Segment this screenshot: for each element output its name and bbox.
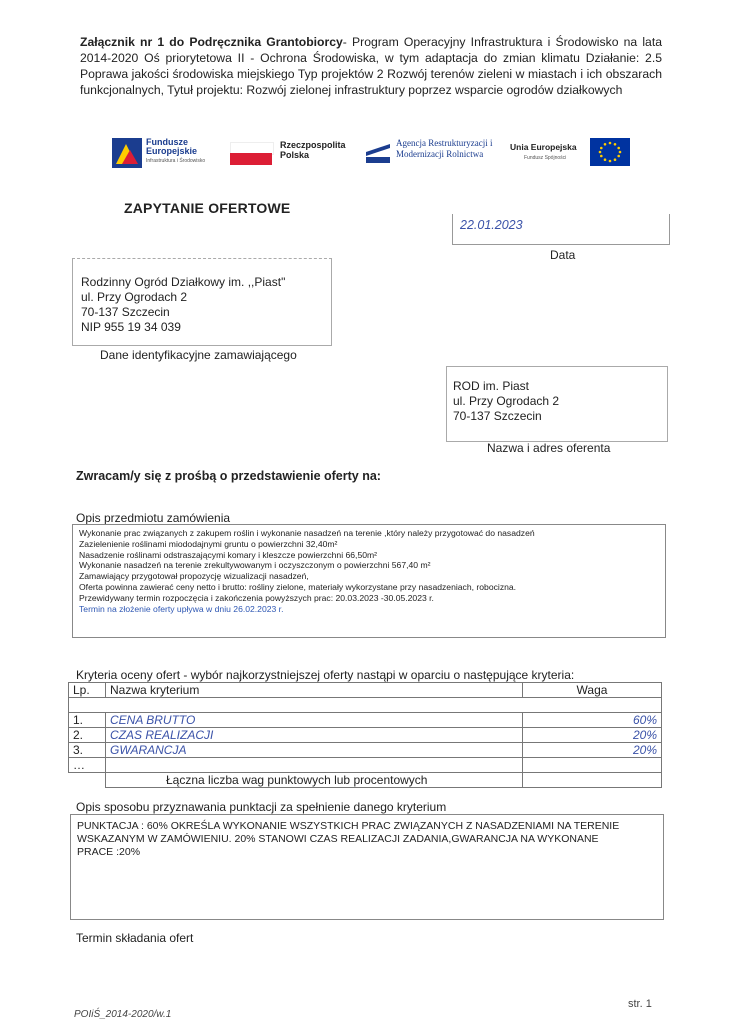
row-weight: 20% — [523, 728, 662, 743]
description-line: Przewidywany termin rozpoczęcia i zakończenia powyższych prac: 20.03.2023 -30.05.2023 r. — [79, 592, 434, 603]
description-line: Wykonanie prac związanych z zakupem roślin i wykonanie nasadzeń na terenie ,który należy przygotować do nasadzeń — [79, 528, 535, 538]
deadline-label: Termin składania ofert — [76, 931, 194, 945]
table-row — [69, 713, 662, 728]
orderer-line: Rodzinny Ogród Działkowy im. ,,Piast" — [81, 275, 286, 289]
eu-flag-icon — [590, 138, 630, 166]
table-header-row — [69, 683, 662, 698]
table-row — [69, 698, 662, 713]
table-row — [69, 728, 662, 743]
table-row — [69, 743, 662, 758]
orderer-line: NIP 955 19 34 039 — [81, 320, 181, 334]
description-line: Zamawiający przygotował propozycję wizualizacji nasadzeń, — [79, 571, 309, 582]
bidder-line: ul. Przy Ogrodach 2 — [453, 394, 560, 408]
logo-bar — [112, 136, 632, 172]
header-text — [80, 34, 662, 98]
arimr-emblem-icon — [364, 138, 392, 164]
rzeczpospolita-polska-logo — [230, 136, 358, 170]
fe-subtitle: Infrastruktura i Środowisko — [146, 158, 206, 164]
bidder-line: ROD im. Piast — [453, 379, 530, 393]
fe-title: Fundusze Europejskie — [146, 137, 198, 156]
description-label: Opis przedmiotu zamówienia — [76, 511, 231, 525]
deadline-note: Termin na złożenie oferty upływa w dniu 26.02.2023 r. — [79, 603, 284, 614]
header-body: - Program Operacyjny Infrastruktura i Środowisko na lata 2014-2020 Oś priorytetowa II - Ochrona Środowiska, w tym adaptacja do zmian klimatu Działanie: 2.5 Poprawa jakości środowiska miejskiego Typ projektów 2 Rozwój terenów zieleni w miastach i ich obszarach funkcjonalnych, Tytuł projektu: Rozwój zielonej infrastruktury poprzez wsparcie ogrodów działkowych — [80, 35, 662, 97]
orderer-line: 70-137 Szczecin — [81, 305, 170, 319]
flag-red-band — [230, 153, 272, 165]
table-total-row — [69, 773, 662, 788]
row-weight: 20% — [523, 743, 662, 758]
fe-emblem-icon — [112, 138, 142, 168]
row-name: CENA BRUTTO — [106, 713, 523, 728]
fundusze-europejskie-logo — [112, 136, 222, 170]
orderer-lines — [81, 275, 285, 335]
bidder-box — [446, 366, 668, 442]
rp-title: Rzeczpospolita Polska — [280, 140, 346, 160]
description-line: Zazielenienie roślinami miododajnymi gruntu o powierzchni 32,40m² — [79, 538, 338, 549]
col-lp-header: Lp. — [69, 683, 106, 698]
arimr-logo — [364, 136, 504, 170]
row-weight: 60% — [523, 713, 662, 728]
criteria-table — [68, 682, 662, 788]
unia-europejska-logo — [510, 136, 632, 170]
description-box — [72, 524, 666, 638]
total-label: Łączna liczba wag punktowych lub procentowych — [106, 773, 523, 788]
row-lp: 3. — [69, 743, 106, 758]
orderer-line: ul. Przy Ogrodach 2 — [81, 290, 188, 304]
footer-code: POIiŚ_2014-2020/w.1 — [74, 1009, 172, 1020]
description-line: Nasadzenie roślinami odstraszającymi komary i kleszcze powierzchni 66,50m² — [79, 549, 378, 560]
bidder-label: Nazwa i adres oferenta — [487, 441, 611, 455]
criteria-label: Kryteria oceny ofert - wybór najkorzystniejszej oferty nastąpi w oparciu o następujące kryteria: — [76, 668, 575, 682]
arimr-title: Agencja Restrukturyzacji i Modernizacji Rolnictwa — [396, 138, 493, 159]
bidder-line: 70-137 Szczecin — [453, 409, 542, 423]
col-name-header: Nazwa kryterium — [106, 683, 523, 698]
page-number: str. 1 — [628, 998, 652, 1010]
document-title: ZAPYTANIE OFERTOWE — [124, 200, 291, 216]
ue-subtitle: Fundusz Spójności — [524, 155, 567, 161]
orderer-box — [72, 258, 332, 346]
row-ellipsis: … — [69, 758, 106, 773]
scoring-box — [70, 814, 664, 920]
table-row — [69, 758, 662, 773]
bidder-lines — [453, 379, 559, 424]
orderer-label: Dane identyfikacyjne zamawiającego — [100, 348, 297, 362]
scoring-text: PUNKTACJA : 60% OKREŚLA WYKONANIE WSZYSTKICH PRAC ZWIĄZANYCH Z NASADZENIAMI NA TERENIE WSKAZANYM W ZAMÓWIENIU. 20% STANOWI CZAS REALIZACJI ZADANIA,GWARANCJA NA WYKONANE PRACE :20% — [77, 820, 620, 858]
row-lp: 2. — [69, 728, 106, 743]
description-lines — [79, 528, 663, 614]
col-weight-header: Waga — [523, 683, 662, 698]
scoring-label: Opis sposobu przyznawania punktacji za spełnienie danego kryterium — [76, 800, 447, 814]
row-name: CZAS REALIZACJI — [106, 728, 523, 743]
date-label: Data — [550, 248, 576, 262]
ue-title: Unia Europejska — [510, 142, 577, 152]
date-value: 22.01.2023 — [460, 218, 523, 232]
header-bold: Załącznik nr 1 do Podręcznika Grantobiorcy — [80, 35, 343, 49]
row-lp: 1. — [69, 713, 106, 728]
description-line: Oferta powinna zawierać ceny netto i brutto: rośliny zielone, materiały wykorzystane przy nasadzeniach, robocizna. — [79, 581, 517, 592]
description-line: Wykonanie nasadzeń na terenie zrekultywowanym i oczyszczonym o powierzchni 567,40 m² — [79, 560, 431, 571]
request-heading: Zwracam/y się z prośbą o przedstawienie oferty na: — [76, 469, 381, 483]
row-name: GWARANCJA — [106, 743, 523, 758]
